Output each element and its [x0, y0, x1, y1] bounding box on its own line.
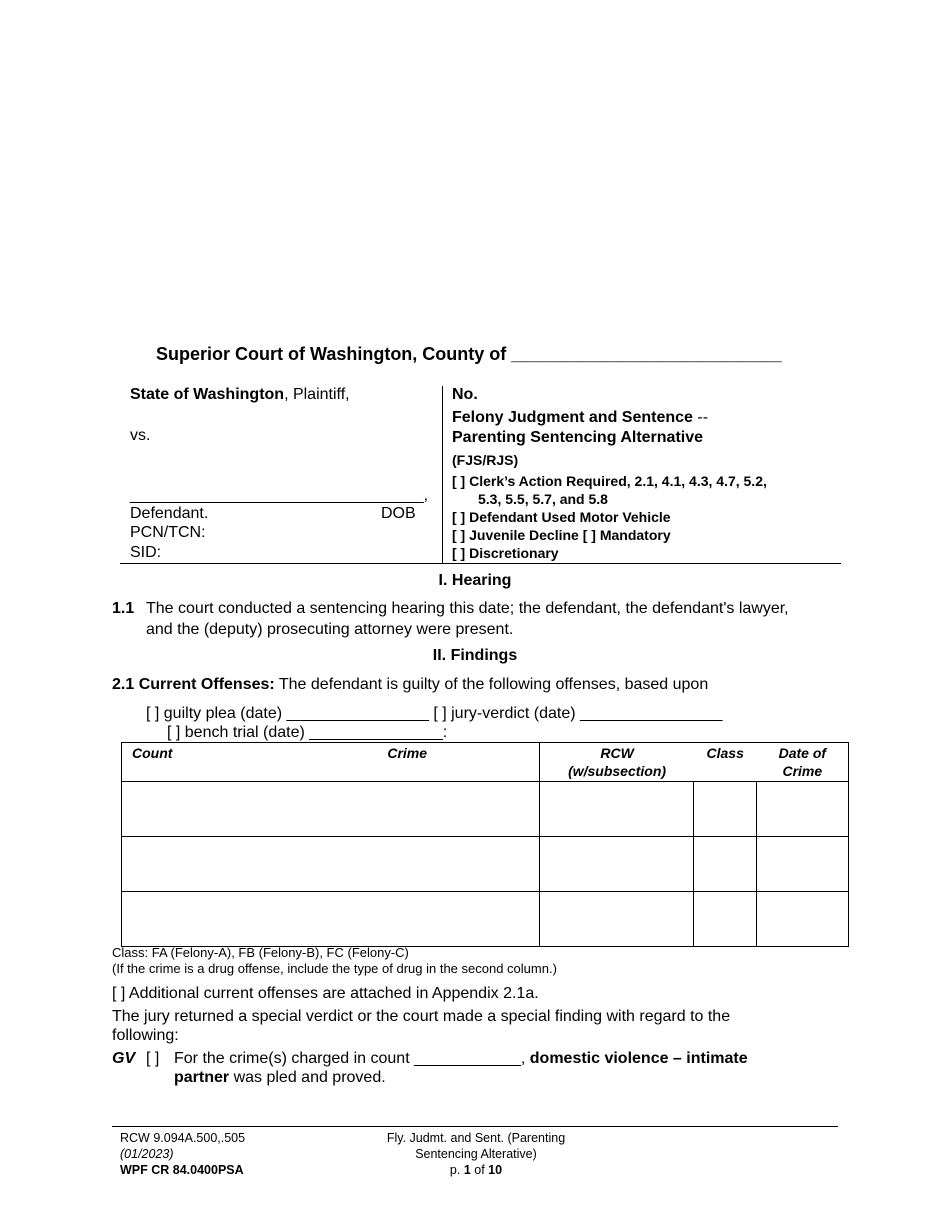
date-cell[interactable] [757, 837, 849, 892]
gv-domestic-violence: domestic violence – intimate [529, 1050, 748, 1067]
court-title: Superior Court of Washington, County of ___________________________ [156, 344, 782, 364]
gv-checkbox[interactable]: [ ] [146, 1050, 160, 1067]
document-title-line-1 [452, 409, 708, 427]
table-row [122, 782, 849, 837]
findings-heading: II. Findings [432, 647, 518, 664]
date-header-line-2: Crime [782, 763, 823, 779]
date-cell[interactable] [757, 892, 849, 947]
drug-note: (If the crime is a drug offense, include the type of drug in the second column.) [112, 961, 557, 976]
gv-partner: partner [174, 1069, 230, 1086]
offenses-table [121, 742, 849, 947]
clerk-action-checkbox[interactable]: [ ] Clerk’s Action Required, 2.1, 4.1, 4.3, 4.7, 5.2, [452, 473, 767, 489]
rcw-header-line-2: (w/subsection) [568, 763, 667, 779]
class-cell[interactable] [694, 782, 757, 837]
footer-title-line-2: Sentencing Alterative) [415, 1147, 537, 1161]
hearing-section-number: 1.1 [112, 600, 135, 617]
juvenile-decline-checkbox[interactable]: [ ] Juvenile Decline [ ] Mandatory [452, 527, 671, 543]
rcw-cell[interactable] [540, 892, 694, 947]
class-cell[interactable] [694, 892, 757, 947]
footer-rule [112, 1126, 838, 1127]
clerk-action-sections: 5.3, 5.5, 5.7, and 5.8 [478, 491, 608, 507]
class-note: Class: FA (Felony-A), FB (Felony-B), FC (Felony-C) [112, 945, 409, 960]
caption-divider [442, 386, 443, 564]
document-code: (FJS/RJS) [452, 452, 519, 468]
crime-header: Crime [211, 743, 540, 782]
count-header: Count [122, 743, 212, 782]
offenses-table-header [122, 743, 849, 782]
defendant-label: Defendant. [130, 505, 209, 522]
table-row [122, 837, 849, 892]
footer-page-number [336, 1162, 616, 1178]
gv-pled-proved: was pled and proved. [229, 1069, 386, 1086]
plaintiff-role: , Plaintiff, [284, 386, 350, 403]
hearing-text-line-1: The court conducted a sentencing hearing this date; the defendant, the defendant's lawyer, [146, 600, 789, 617]
hearing-heading: I. Hearing [438, 572, 512, 589]
special-verdict-line-1: The jury returned a special verdict or the court made a special finding with regard to the [112, 1008, 731, 1025]
date-header-line-1: Date of [778, 745, 827, 761]
appendix-checkbox-line[interactable]: [ ] Additional current offenses are attached in Appendix 2.1a. [112, 985, 539, 1002]
gv-label: GV [112, 1050, 136, 1067]
page-prefix: p. [449, 1163, 464, 1177]
page-of: of [470, 1163, 489, 1177]
motor-vehicle-checkbox[interactable]: [ ] Defendant Used Motor Vehicle [452, 509, 671, 525]
defendant-name-line: _________________________________, [130, 487, 429, 504]
date-cell[interactable] [757, 782, 849, 837]
footer-center [336, 1130, 616, 1178]
class-header: Class [694, 743, 757, 782]
dob-label: DOB [381, 505, 416, 522]
footer-rcw: RCW 9.094A.500,.505 [120, 1131, 246, 1145]
plaintiff-line [130, 386, 350, 404]
bench-trial-line[interactable]: [ ] bench trial (date) _______________: [167, 724, 448, 741]
footer-left [120, 1130, 245, 1178]
gv-text-line-1 [174, 1048, 748, 1069]
footer-title-line-1: Fly. Judmt. and Sent. (Parenting [386, 1131, 566, 1145]
current-offenses-text: The defendant is guilty of the following offenses, based upon [274, 676, 709, 693]
rcw-header-line-1: RCW [600, 745, 634, 761]
date-header [757, 743, 849, 782]
sid-label: SID: [130, 544, 162, 561]
rcw-cell[interactable] [540, 837, 694, 892]
plea-verdict-line[interactable]: [ ] guilty plea (date) ________________ [ ] jury-verdict (date) ________________ [146, 705, 723, 722]
document-title: Felony Judgment and Sentence [452, 409, 693, 426]
table-row [122, 892, 849, 947]
page-current: 1 [463, 1163, 471, 1177]
document-title-dash: -- [692, 409, 709, 426]
special-verdict-line-2: following: [112, 1027, 179, 1044]
page-total: 10 [488, 1163, 503, 1177]
hearing-text-line-2: and the (deputy) prosecuting attorney were present. [146, 621, 514, 638]
rcw-header [540, 743, 694, 782]
crime-cell[interactable] [122, 892, 540, 947]
pcn-label: PCN/TCN: [130, 524, 206, 541]
gv-text: For the crime(s) charged in count ____________, [174, 1050, 530, 1067]
discretionary-checkbox[interactable]: [ ] Discretionary [452, 545, 559, 561]
class-cell[interactable] [694, 837, 757, 892]
caption-bottom-rule [120, 563, 841, 564]
current-offenses-intro [112, 674, 708, 695]
current-offenses-title: 2.1 Current Offenses: [112, 676, 275, 693]
footer-form-number: WPF CR 84.0400PSA [120, 1163, 244, 1177]
crime-cell[interactable] [122, 782, 540, 837]
footer-date: (01/2023) [120, 1147, 174, 1161]
versus-label: vs. [130, 427, 151, 444]
gv-text-line-2 [174, 1067, 386, 1088]
crime-cell[interactable] [122, 837, 540, 892]
plaintiff-name: State of Washington [130, 386, 285, 403]
document-title-line-2: Parenting Sentencing Alternative [452, 429, 704, 446]
case-number-label: No. [452, 386, 478, 403]
rcw-cell[interactable] [540, 782, 694, 837]
